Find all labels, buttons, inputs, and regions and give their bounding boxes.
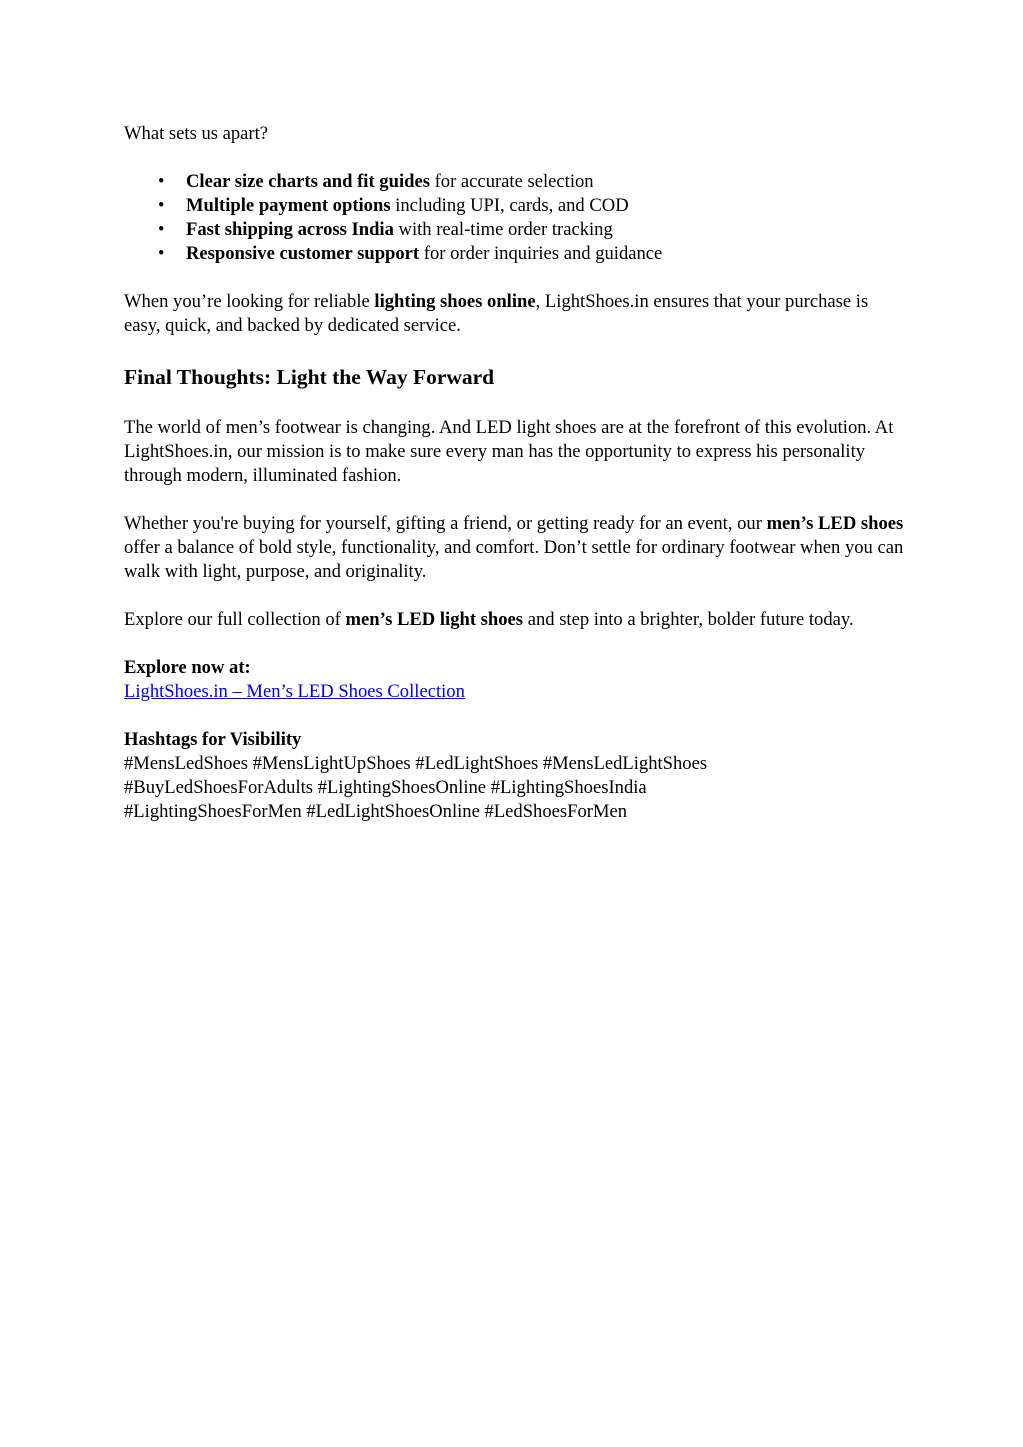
whether-text-end: offer a balance of bold style, functionality, and comfort. Don’t settle for ordinary footwear when you can walk with light, purpose, and originality. — [124, 537, 904, 582]
whether-paragraph — [124, 512, 904, 584]
features-list — [124, 170, 904, 266]
bullet-icon: • — [158, 219, 165, 240]
collection-link[interactable]: LightShoes.in – Men’s LED Shoes Collection — [124, 681, 465, 702]
list-item — [124, 218, 904, 242]
explore-now-label: Explore now at: — [124, 657, 251, 678]
list-item — [124, 194, 904, 218]
feature-description: for order inquiries and guidance — [419, 243, 663, 264]
explore-text-end: and step into a brighter, bolder future today. — [523, 609, 854, 630]
whether-keyword: men’s LED shoes — [766, 513, 904, 534]
reliable-text-end: , LightShoes.in ensures that your purchase is easy, quick, and backed by dedicated service. — [124, 291, 869, 336]
hashtags-text: #MensLedShoes #MensLightUpShoes #LedLightShoes #MensLedLightShoes #BuyLedShoesForAdults #LightingShoesOnline #LightingShoesIndia #LightingShoesForMen #LedLightShoesOnline #LedShoesForMen — [124, 753, 708, 822]
intro-question: What sets us apart? — [124, 123, 269, 144]
feature-title: Responsive customer support — [186, 243, 420, 264]
hashtags-section — [124, 728, 904, 824]
bullet-icon: • — [158, 171, 165, 192]
whether-text-start: Whether you're buying for yourself, gifting a friend, or getting ready for an event, our — [124, 513, 767, 534]
explore-keyword: men’s LED light shoes — [345, 609, 524, 630]
explore-now-section — [124, 656, 904, 704]
feature-title: Fast shipping across India — [186, 219, 394, 240]
feature-description: for accurate selection — [429, 171, 594, 192]
explore-collection-paragraph — [124, 608, 904, 632]
reliable-paragraph — [124, 290, 904, 338]
reliable-keyword: lighting shoes online — [374, 291, 536, 312]
world-paragraph: The world of men’s footwear is changing. And LED light shoes are at the forefront of this evolution. At LightShoes.in, our mission is to make sure every man has the opportunity to express his personality through modern, illuminated fashion. — [124, 417, 894, 486]
bullet-icon: • — [158, 195, 165, 216]
list-item — [124, 242, 904, 266]
feature-title: Clear size charts and fit guides — [186, 171, 430, 192]
feature-description: with real-time order tracking — [393, 219, 613, 240]
list-item — [124, 170, 904, 194]
feature-description: including UPI, cards, and COD — [390, 195, 629, 216]
reliable-text-start: When you’re looking for reliable — [124, 291, 375, 312]
bullet-icon: • — [158, 243, 165, 264]
explore-text-start: Explore our full collection of — [124, 609, 346, 630]
feature-title: Multiple payment options — [186, 195, 391, 216]
document-page — [124, 122, 904, 824]
hashtags-title: Hashtags for Visibility — [124, 729, 302, 750]
final-thoughts-heading: Final Thoughts: Light the Way Forward — [124, 365, 495, 389]
